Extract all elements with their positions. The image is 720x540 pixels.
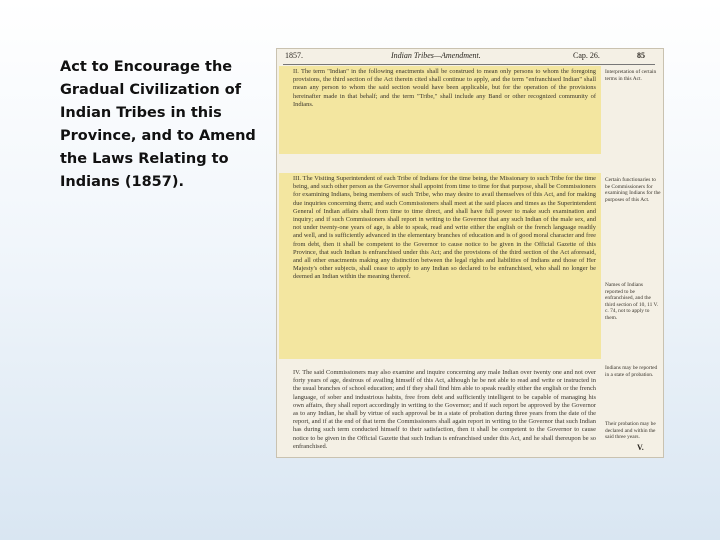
margin-note: Their probation may be declared and within the said three years.	[605, 421, 656, 441]
margin-note: Indians may be reported in a state of probation.	[605, 365, 658, 378]
margin-note: Certain functionaries to be Commissioners for examining Indians for the purposes of this Act.	[605, 177, 661, 203]
section-2-highlighted	[279, 66, 601, 154]
section-text: II. The term "Indian" in the following enactments shall be construed to mean only persons to whom the foregoing provisions, the third section of the Act therein cited shall continue to apply, and the term "enfranchised Indian" shall mean any person to whom the said section would have been applicable, but for the operation of the provisions hereinafter made in that behalf; and the term "Tribe," shall include any Band or other recognized community of Indians.	[293, 68, 596, 108]
page-header	[283, 50, 655, 65]
scanned-act-page	[276, 48, 664, 458]
section-4	[279, 367, 601, 453]
running-title: Indian Tribes—Amendment.	[391, 51, 481, 60]
page-signature-mark: V.	[637, 443, 644, 452]
section-text: III. The Visiting Superintendent of each Tribe of Indians for the time being, the Missionary to such Tribe for the time being, and such other person as the Governor shall appoint from time to time for that purpose, shall be Commissioners for examining Indians, being members of such Tribe, who may desire to avail themselves of this Act, and for making due inquiries concerning them; and such Commissioners shall meet at the said places and times as the Superintendent General of Indian affairs shall from time to time direct, and shall have full power to make such examination and inquiry; and if such Commissioners shall report in writing to the Governor that any such Indian of the male sex, and not under twenty-one years of age, is able to speak, read and write either the english or the french language readily and well, and is sufficiently advanced in the elementary branches of education and is of good moral character and free from debt, then it shall be competent to the Governor to cause notice to be given in the Official Gazette of this Province, that such Indian is enfranchised under this Act; and the provisions of the third section of the Act aforesaid, and all other enactments making any distinction between the legal rights and liabilities of Indians and those of Her Majesty's other subjects, shall cease to apply to any Indian so declared to be enfranchised, who shall no longer be deemed an Indian within the meaning thereof.	[293, 175, 596, 281]
section-3-highlighted	[279, 173, 601, 359]
slide-caption: Act to Encourage the Gradual Civilization of Indian Tribes in this Province, and to Amend the Laws Relating to Indians (1857).	[60, 59, 256, 190]
margin-note: Names of Indians reported to be enfranchised, and the third section of 10, 11 V. c. 74, not to apply to them.	[605, 282, 659, 321]
chapter-label: Cap. 26.	[573, 51, 600, 60]
margin-note: Interpretation of certain terms in this Act.	[605, 69, 657, 82]
page-number: 85	[637, 51, 645, 60]
section-text: IV. The said Commissioners may also examine and inquire concerning any male Indian over twenty one and not over forty years of age, desirous of availing himself of this Act, although he be not able to read and write or instructed in the usual branches of school education; and if they shall find him able to speak readily either the english or the french language, of sober and industrious habits, free from debt and sufficiently intelligent to be capable of managing his own affairs, they shall report accordingly in writing to the Governor; and if such report be approved by the Governor as to any Indian, he shall by virtue of such approval be in a state of probation during three years from the date of the report, and if at the end of that term the Commissioners shall again report in writing to the Governor that such Indian has during such term conducted himself to their satisfaction, then it shall be competent to the Governor to cause notice to be given in the Official Gazette that such Indian is enfranchised under this Act, and he shall thereupon be so enfranchised.	[293, 369, 596, 450]
page-year: 1857.	[285, 51, 303, 60]
